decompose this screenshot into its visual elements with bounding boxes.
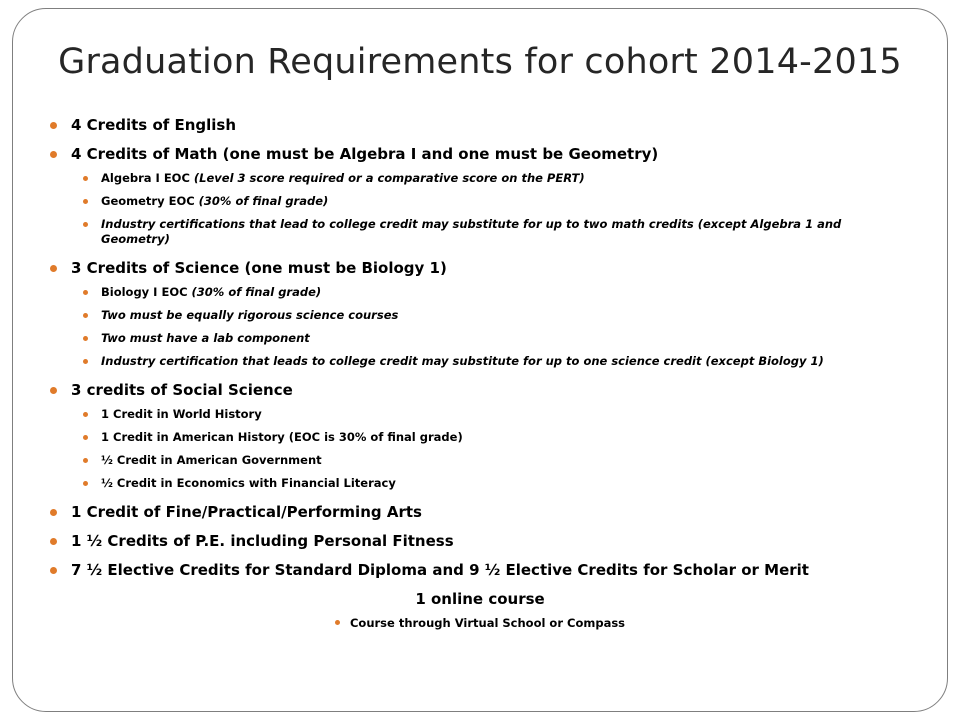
bullet-icon: [50, 122, 57, 129]
list-item-science: 3 Credits of Science (one must be Biology 1): [0, 259, 960, 277]
list-item-arts: 1 Credit of Fine/Practical/Performing Arts: [0, 503, 960, 521]
bullet-icon: [50, 567, 57, 574]
bullet-icon: [50, 387, 57, 394]
sub-item-biology-eoc: Biology I EOC (30% of final grade): [0, 285, 960, 300]
sub-item-science-certification: Industry certification that leads to college credit may substitute for up to one science credit (except Biology 1): [0, 354, 960, 369]
online-course-item: Course through Virtual School or Compass: [0, 616, 960, 631]
sub-item-geometry-eoc: Geometry EOC (30% of final grade): [0, 194, 960, 209]
online-course-heading: 1 online course: [415, 590, 545, 608]
bullet-icon: [83, 359, 88, 364]
sub-item-american-history: 1 Credit in American History (EOC is 30% of final grade): [0, 430, 960, 445]
bullet-icon: [83, 435, 88, 440]
sub-item-world-history: 1 Credit in World History: [0, 407, 960, 422]
list-item-math: 4 Credits of Math (one must be Algebra I and one must be Geometry): [0, 145, 960, 163]
sub-item-algebra-eoc: Algebra I EOC (Level 3 score required or a comparative score on the PERT): [0, 171, 960, 186]
slide-title: Graduation Requirements for cohort 2014-2015: [58, 42, 902, 82]
sub-item-rigorous-courses: Two must be equally rigorous science courses: [0, 308, 960, 323]
bullet-icon: [83, 199, 88, 204]
sub-item-economics: ½ Credit in Economics with Financial Literacy: [0, 476, 960, 491]
list-item-pe: 1 ½ Credits of P.E. including Personal Fitness: [0, 532, 960, 550]
bullet-icon: [83, 222, 88, 227]
bullet-icon: [50, 265, 57, 272]
bullet-icon: [83, 458, 88, 463]
sub-item-lab-component: Two must have a lab component: [0, 331, 960, 346]
list-item-electives: 7 ½ Elective Credits for Standard Diploma and 9 ½ Elective Credits for Scholar or Merit: [0, 561, 960, 579]
bullet-icon: [83, 313, 88, 318]
bullet-icon: [50, 538, 57, 545]
sub-item-american-government: ½ Credit in American Government: [0, 453, 960, 468]
bullet-icon: [83, 412, 88, 417]
sub-item-math-certifications: Industry certifications that lead to college credit may substitute for up to two math credits (except Algebra 1 and Geometry): [0, 217, 960, 247]
bullet-icon: [335, 620, 340, 625]
bullet-icon: [50, 151, 57, 158]
bullet-icon: [83, 290, 88, 295]
bullet-icon: [50, 509, 57, 516]
list-item-social-science: 3 credits of Social Science: [0, 381, 960, 399]
list-item-english: 4 Credits of English: [0, 116, 960, 134]
bullet-icon: [83, 336, 88, 341]
bullet-icon: [83, 176, 88, 181]
requirements-list: [0, 116, 960, 631]
bullet-icon: [83, 481, 88, 486]
